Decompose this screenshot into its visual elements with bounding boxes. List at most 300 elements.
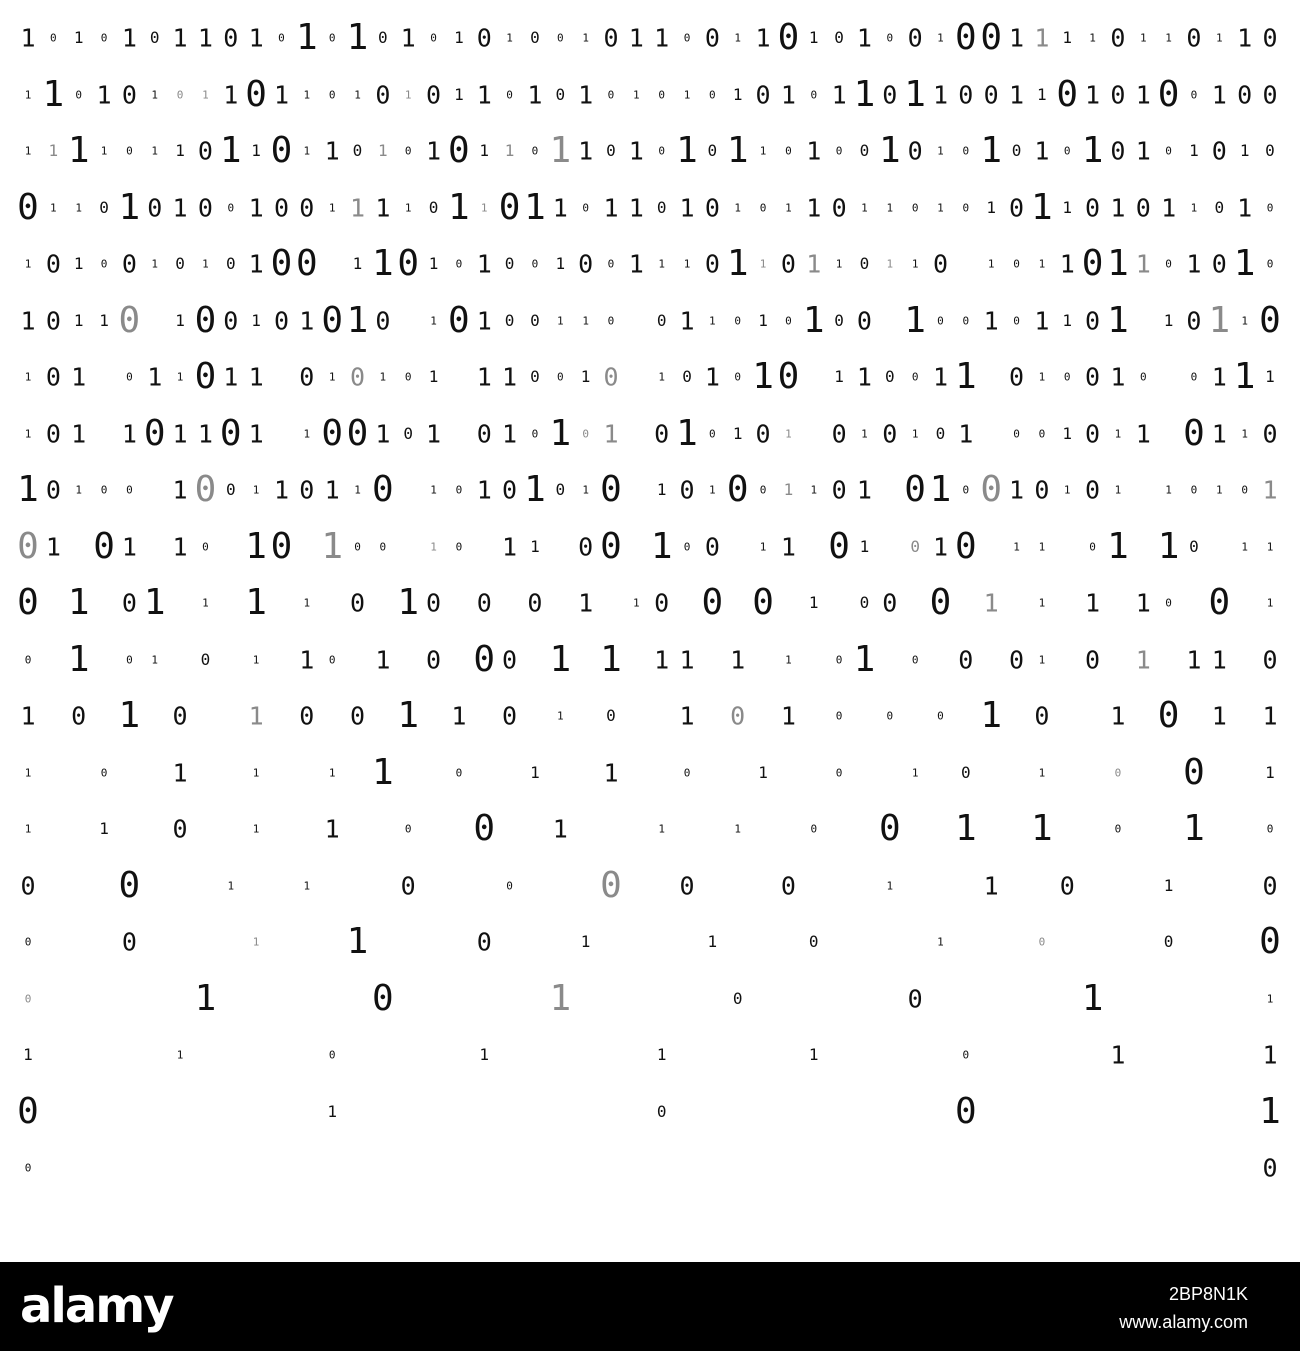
- binary-digit: 0: [835, 766, 843, 779]
- binary-digit: 0: [397, 243, 420, 284]
- binary-digit: 0: [1013, 314, 1020, 327]
- binary-digit: 0: [1139, 370, 1147, 384]
- binary-digit: 0: [954, 525, 977, 567]
- binary-digit: 0: [582, 201, 589, 214]
- binary-digit: 1: [172, 193, 188, 222]
- binary-digit: 0: [859, 254, 870, 273]
- binary-digit: 0: [962, 314, 970, 327]
- binary-digit: 1: [726, 130, 749, 171]
- binary-digit: 1: [549, 130, 572, 171]
- binary-digit: 0: [75, 88, 82, 101]
- binary-digit: 1: [808, 1045, 819, 1064]
- binary-digit: 1: [1266, 596, 1274, 610]
- binary-digit: 1: [20, 306, 36, 335]
- binary-digit: 1: [45, 532, 61, 561]
- binary-digit: 1: [476, 475, 492, 505]
- binary-digit: 1: [856, 362, 872, 392]
- binary-digit: 0: [428, 197, 439, 217]
- binary-digit: 1: [578, 588, 594, 618]
- binary-digit: 0: [375, 306, 391, 335]
- binary-digit: 1: [1165, 31, 1172, 45]
- binary-digit: 0: [556, 370, 564, 384]
- binary-digit: 1: [1034, 136, 1050, 166]
- binary-digit: 1: [1038, 766, 1046, 779]
- binary-digit: 1: [679, 306, 695, 335]
- binary-digit: 1: [303, 144, 311, 158]
- binary-digit: 1: [679, 645, 695, 674]
- binary-digit: 1: [726, 243, 749, 284]
- binary-digit: 0: [223, 23, 239, 53]
- binary-digit: 0: [752, 582, 774, 623]
- binary-digit: 1: [1241, 540, 1248, 553]
- binary-digit: 0: [176, 88, 184, 101]
- binary-digit: 0: [1114, 822, 1122, 836]
- binary-digit: 0: [126, 483, 133, 497]
- binary-digit: 1: [806, 249, 822, 279]
- binary-digit: 1: [197, 23, 213, 53]
- binary-digit: 0: [45, 362, 61, 392]
- binary-digit: 0: [531, 427, 539, 440]
- binary-digit: 1: [248, 701, 264, 731]
- binary-digit: 1: [42, 73, 65, 115]
- binary-digit: 1: [1085, 80, 1101, 109]
- binary-digit: 1: [806, 136, 822, 166]
- binary-digit: 0: [1056, 73, 1079, 115]
- binary-digit: 0: [1063, 144, 1071, 158]
- binary-digit: 0: [404, 822, 412, 836]
- binary-digit: 1: [426, 419, 442, 448]
- binary-digit: 1: [378, 141, 388, 160]
- binary-digit: 0: [679, 475, 695, 505]
- binary-digit: 0: [882, 588, 898, 618]
- binary-digit: 0: [328, 31, 336, 45]
- binary-digit: 1: [372, 751, 394, 793]
- binary-digit: 0: [147, 193, 163, 222]
- binary-digit: 1: [24, 88, 32, 101]
- binary-digit: 0: [1241, 483, 1248, 497]
- binary-digit: 1: [476, 80, 492, 109]
- binary-digit: 0: [555, 480, 566, 499]
- binary-digit: 1: [1259, 1090, 1281, 1132]
- binary-digit: 0: [1085, 306, 1101, 335]
- binary-digit: 0: [225, 254, 236, 273]
- binary-digit: 1: [252, 483, 260, 497]
- binary-digit: 1: [172, 23, 188, 53]
- binary-digit: 1: [954, 808, 977, 849]
- binary-digit: 1: [1262, 475, 1278, 505]
- binary-digit: 1: [172, 475, 188, 505]
- binary-digit: 0: [45, 419, 61, 448]
- binary-digit: 0: [202, 540, 209, 553]
- binary-digit: 0: [448, 130, 470, 171]
- binary-digit: 1: [67, 130, 90, 171]
- binary-digit: 1: [50, 201, 57, 214]
- binary-digit: 1: [20, 701, 36, 731]
- binary-digit: 0: [299, 475, 315, 505]
- binary-digit: 0: [1183, 412, 1205, 454]
- binary-digit: 0: [1157, 695, 1180, 736]
- binary-digit: 1: [603, 419, 619, 448]
- binary-digit: 0: [194, 299, 217, 341]
- binary-digit: 0: [426, 80, 442, 109]
- binary-digit: 0: [1008, 193, 1025, 222]
- binary-digit: 1: [732, 423, 743, 443]
- binary-digit: 0: [808, 932, 819, 951]
- binary-digit: 1: [248, 193, 264, 222]
- binary-digit: 0: [886, 709, 894, 723]
- binary-digit: 0: [531, 144, 539, 158]
- binary-digit: 1: [400, 23, 416, 53]
- binary-digit: 1: [785, 201, 792, 214]
- binary-digit: 1: [24, 370, 32, 384]
- binary-digit: 0: [831, 419, 847, 448]
- binary-digit: 0: [859, 593, 870, 612]
- binary-digit: 0: [121, 588, 137, 618]
- binary-digit: 1: [983, 871, 999, 900]
- binary-digit: 1: [375, 419, 391, 448]
- binary-digit: 0: [24, 992, 32, 1005]
- binary-digit: 1: [1081, 130, 1104, 171]
- site-url-label: www.alamy.com: [1119, 1312, 1248, 1332]
- binary-digit: 0: [1157, 73, 1180, 115]
- binary-digit: 1: [937, 201, 944, 214]
- binary-digit: 0: [730, 701, 746, 731]
- binary-digit: 0: [530, 310, 540, 330]
- binary-digit: 1: [758, 310, 768, 330]
- binary-digit: 1: [704, 362, 720, 392]
- binary-digit: 1: [1110, 701, 1126, 731]
- binary-digit: 0: [100, 483, 108, 497]
- binary-digit: 0: [980, 17, 1003, 58]
- binary-digit: 0: [17, 186, 39, 228]
- binary-digit: 0: [126, 370, 133, 384]
- binary-digit: 1: [71, 419, 87, 448]
- binary-digit: 0: [607, 257, 615, 271]
- binary-digit: 0: [506, 88, 513, 101]
- binary-digit: 0: [352, 141, 363, 160]
- binary-digit: 1: [24, 257, 32, 271]
- binary-digit: 0: [50, 31, 57, 45]
- binary-digit: 1: [734, 822, 742, 836]
- binary-digit: 1: [730, 645, 746, 674]
- binary-digit: 0: [958, 645, 974, 674]
- binary-digit: 0: [278, 31, 285, 45]
- binary-digit: 0: [118, 864, 141, 906]
- binary-digit: 1: [172, 758, 188, 787]
- binary-digit: 0: [1034, 475, 1050, 505]
- binary-digit: 0: [606, 141, 616, 160]
- binary-digit: 1: [734, 201, 742, 214]
- binary-digit: 0: [1038, 935, 1046, 949]
- binary-digit: 1: [151, 88, 159, 101]
- binary-digit: 1: [932, 362, 949, 392]
- binary-digit: 1: [324, 475, 340, 505]
- binary-digit: 1: [202, 88, 209, 101]
- binary-digit: 1: [1107, 243, 1129, 284]
- binary-digit: 1: [1081, 977, 1104, 1019]
- binary-digit: 1: [1085, 588, 1101, 618]
- binary-digit: 1: [303, 596, 311, 610]
- binary-digit: 1: [633, 596, 640, 610]
- binary-digit: 1: [404, 201, 412, 214]
- binary-digit: 0: [600, 864, 622, 906]
- binary-digit: 1: [856, 23, 872, 53]
- binary-digit: 0: [476, 419, 492, 448]
- binary-digit: 0: [400, 871, 416, 900]
- binary-digit: 0: [1214, 197, 1225, 217]
- binary-digit: 0: [448, 299, 470, 341]
- binary-digit: 1: [1157, 525, 1180, 567]
- binary-digit: 1: [676, 412, 698, 454]
- binary-digit: 1: [628, 23, 644, 53]
- binary-digit: 1: [17, 469, 39, 510]
- binary-digit: 1: [1107, 525, 1129, 567]
- binary-digit: 1: [1211, 419, 1227, 448]
- binary-digit: 0: [780, 871, 796, 900]
- binary-digit: 0: [1165, 596, 1172, 610]
- binary-digit: 0: [704, 23, 720, 53]
- binary-digit: 1: [886, 201, 894, 214]
- binary-digit: 0: [504, 254, 515, 273]
- binary-digit: 1: [549, 412, 572, 454]
- binary-digit: 0: [1266, 822, 1274, 836]
- binary-digit: 1: [248, 419, 264, 448]
- binary-digit: 0: [531, 257, 539, 271]
- binary-digit: 0: [1262, 645, 1278, 674]
- binary-digit: 1: [1110, 362, 1126, 392]
- binary-digit: 0: [658, 144, 665, 158]
- binary-digit: 1: [937, 31, 944, 45]
- binary-digit: 0: [911, 370, 919, 384]
- binary-digit: 1: [328, 201, 336, 214]
- binary-digit: 0: [1237, 80, 1253, 109]
- binary-digit: 0: [476, 23, 492, 53]
- binary-digit: 0: [328, 1048, 336, 1062]
- binary-digit: 1: [502, 532, 518, 561]
- binary-digit: 0: [346, 412, 369, 454]
- binary-digit: 1: [937, 144, 944, 158]
- binary-digit: 0: [709, 427, 716, 440]
- binary-digit: 1: [1038, 540, 1046, 553]
- binary-digit: 0: [682, 367, 692, 386]
- binary-digit: 0: [299, 701, 315, 731]
- binary-digit: 1: [75, 483, 82, 497]
- binary-digit: 1: [252, 935, 260, 949]
- binary-digit: 0: [962, 144, 970, 158]
- binary-digit: 0: [172, 814, 188, 844]
- binary-digit: 1: [71, 362, 87, 392]
- binary-digit: 0: [958, 80, 974, 109]
- binary-digit: 0: [270, 525, 293, 567]
- binary-digit: 1: [1211, 701, 1227, 731]
- binary-digit: 0: [121, 80, 137, 109]
- binary-digit: 1: [502, 362, 518, 392]
- binary-digit: 0: [1114, 766, 1122, 779]
- binary-digit: 0: [100, 257, 108, 271]
- binary-digit: 0: [600, 469, 622, 510]
- binary-digit: 0: [1038, 427, 1046, 440]
- binary-digit: 0: [172, 701, 188, 731]
- binary-digit: 0: [404, 370, 412, 384]
- binary-digit: 0: [962, 201, 970, 214]
- binary-digit: 1: [1163, 310, 1174, 330]
- binary-digit: 0: [126, 653, 133, 666]
- binary-digit: 1: [328, 370, 336, 384]
- binary-digit: 0: [1259, 299, 1281, 341]
- binary-digit: 1: [780, 532, 796, 561]
- binary-digit: 1: [1186, 249, 1202, 279]
- binary-digit: 0: [1013, 257, 1020, 271]
- binary-digit: 1: [1186, 645, 1202, 674]
- binary-digit: 0: [502, 475, 518, 505]
- binary-digit: 1: [679, 193, 695, 222]
- binary-digit: 1: [582, 483, 589, 497]
- binary-digit: 1: [454, 84, 464, 104]
- binary-digit: 0: [683, 31, 691, 45]
- binary-digit: 1: [151, 144, 159, 158]
- binary-digit: 1: [656, 480, 667, 499]
- binary-digit: 1: [861, 201, 868, 214]
- binary-digit: 1: [578, 136, 594, 166]
- binary-digit: 1: [802, 299, 825, 341]
- binary-digit: 0: [426, 645, 442, 674]
- binary-digit: 0: [607, 88, 615, 101]
- binary-digit: 0: [1183, 751, 1205, 793]
- binary-digit: 1: [1135, 419, 1151, 448]
- binary-digit: 1: [175, 310, 185, 330]
- binary-digit: 0: [961, 762, 971, 782]
- binary-digit: 1: [980, 695, 1003, 736]
- binary-digit: 1: [555, 254, 566, 273]
- binary-digit: 1: [202, 596, 209, 610]
- binary-digit: 1: [1135, 80, 1151, 109]
- binary-digit: 1: [1241, 427, 1248, 440]
- binary-digit: 0: [704, 532, 720, 561]
- binary-digit: 0: [502, 701, 518, 731]
- binary-digit: 0: [937, 709, 944, 723]
- binary-digit: 1: [1059, 249, 1075, 279]
- binary-digit: 0: [530, 28, 540, 47]
- binary-digit: 0: [273, 306, 289, 335]
- binary-digit: 0: [1266, 257, 1274, 271]
- binary-digit: 1: [780, 701, 796, 731]
- binary-digit: 0: [17, 1090, 39, 1132]
- binary-digit: 1: [886, 257, 894, 271]
- binary-digit: 0: [194, 356, 217, 397]
- binary-digit: 1: [349, 193, 366, 222]
- binary-digit: 1: [1037, 84, 1047, 104]
- binary-digit: 0: [755, 419, 771, 448]
- binary-digit: 0: [704, 193, 720, 222]
- binary-digit: 0: [1211, 136, 1227, 166]
- binary-digit: 1: [96, 80, 112, 109]
- binary-digit: 1: [223, 362, 239, 392]
- binary-digit: 0: [24, 653, 32, 666]
- binary-digit: 0: [1211, 249, 1227, 279]
- binary-digit: 0: [455, 766, 463, 779]
- binary-digit: 1: [480, 201, 488, 214]
- binary-digit: 0: [907, 984, 923, 1013]
- binary-digit: 0: [886, 31, 894, 45]
- binary-digit: 0: [1189, 536, 1199, 556]
- binary-digit: 1: [73, 310, 84, 330]
- binary-digit: 1: [172, 532, 188, 561]
- binary-digit: 0: [1265, 141, 1275, 160]
- binary-digit: 0: [932, 249, 949, 279]
- binary-digit: 0: [759, 483, 767, 497]
- binary-digit: 1: [479, 1045, 490, 1064]
- binary-digit: 1: [223, 80, 239, 109]
- binary-digit: 1: [1211, 362, 1227, 392]
- binary-digit: 1: [556, 314, 564, 327]
- binary-digit: 1: [1211, 645, 1227, 674]
- binary-digit: 0: [679, 871, 695, 900]
- binary-digit: 1: [582, 31, 589, 45]
- binary-digit: 1: [121, 419, 137, 448]
- binary-digit: 1: [654, 645, 670, 674]
- binary-digit: 1: [327, 1101, 337, 1121]
- binary-digit: 1: [1135, 645, 1151, 674]
- binary-digit: 1: [785, 427, 792, 440]
- binary-digit: 1: [658, 370, 665, 384]
- binary-digit: 1: [654, 23, 670, 53]
- binary-digit: 0: [954, 17, 977, 58]
- binary-digit: 0: [810, 88, 818, 101]
- binary-digit: 1: [1163, 875, 1174, 895]
- watermark-footer: [0, 1262, 1300, 1351]
- binary-digit: 1: [252, 766, 260, 779]
- binary-digit: 0: [831, 475, 847, 505]
- binary-digit: 1: [878, 130, 901, 171]
- binary-digit: 0: [1081, 243, 1104, 284]
- binary-digit: 0: [582, 427, 589, 440]
- binary-digit: 1: [1038, 257, 1046, 271]
- binary-digit: 1: [932, 532, 949, 561]
- binary-digit: 0: [600, 525, 622, 567]
- binary-digit: 1: [1183, 808, 1205, 849]
- binary-digit: 1: [379, 370, 387, 384]
- binary-digit: 1: [176, 370, 184, 384]
- binary-digit: 1: [683, 257, 691, 271]
- binary-digit: 1: [1013, 540, 1020, 553]
- binary-digit: 1: [99, 310, 109, 330]
- binary-digit: 0: [603, 23, 619, 53]
- binary-digit: 1: [172, 419, 188, 448]
- binary-digit: 0: [121, 249, 137, 279]
- binary-digit: 1: [734, 31, 742, 45]
- binary-digit: 0: [349, 701, 366, 731]
- binary-digit: 1: [1161, 193, 1177, 222]
- binary-digit: 0: [556, 31, 564, 45]
- binary-digit: 0: [299, 193, 315, 222]
- binary-digit: 1: [1031, 186, 1053, 228]
- binary-digit: 1: [1208, 299, 1231, 341]
- binary-digit: 0: [1208, 582, 1231, 623]
- binary-digit: 1: [430, 483, 437, 497]
- binary-digit: 1: [580, 932, 591, 951]
- binary-digit: 0: [273, 193, 289, 222]
- binary-digit: 0: [701, 582, 724, 623]
- binary-digit: 1: [859, 536, 870, 556]
- binary-digit: 0: [907, 23, 923, 53]
- binary-digit: 1: [856, 475, 872, 505]
- binary-digit: 1: [1062, 310, 1073, 330]
- binary-digit: 1: [911, 766, 919, 779]
- binary-digit: 0: [455, 540, 463, 553]
- binary-digit: 1: [628, 249, 644, 279]
- binary-digit: 0: [1063, 370, 1071, 384]
- binary-digit: 0: [828, 525, 850, 567]
